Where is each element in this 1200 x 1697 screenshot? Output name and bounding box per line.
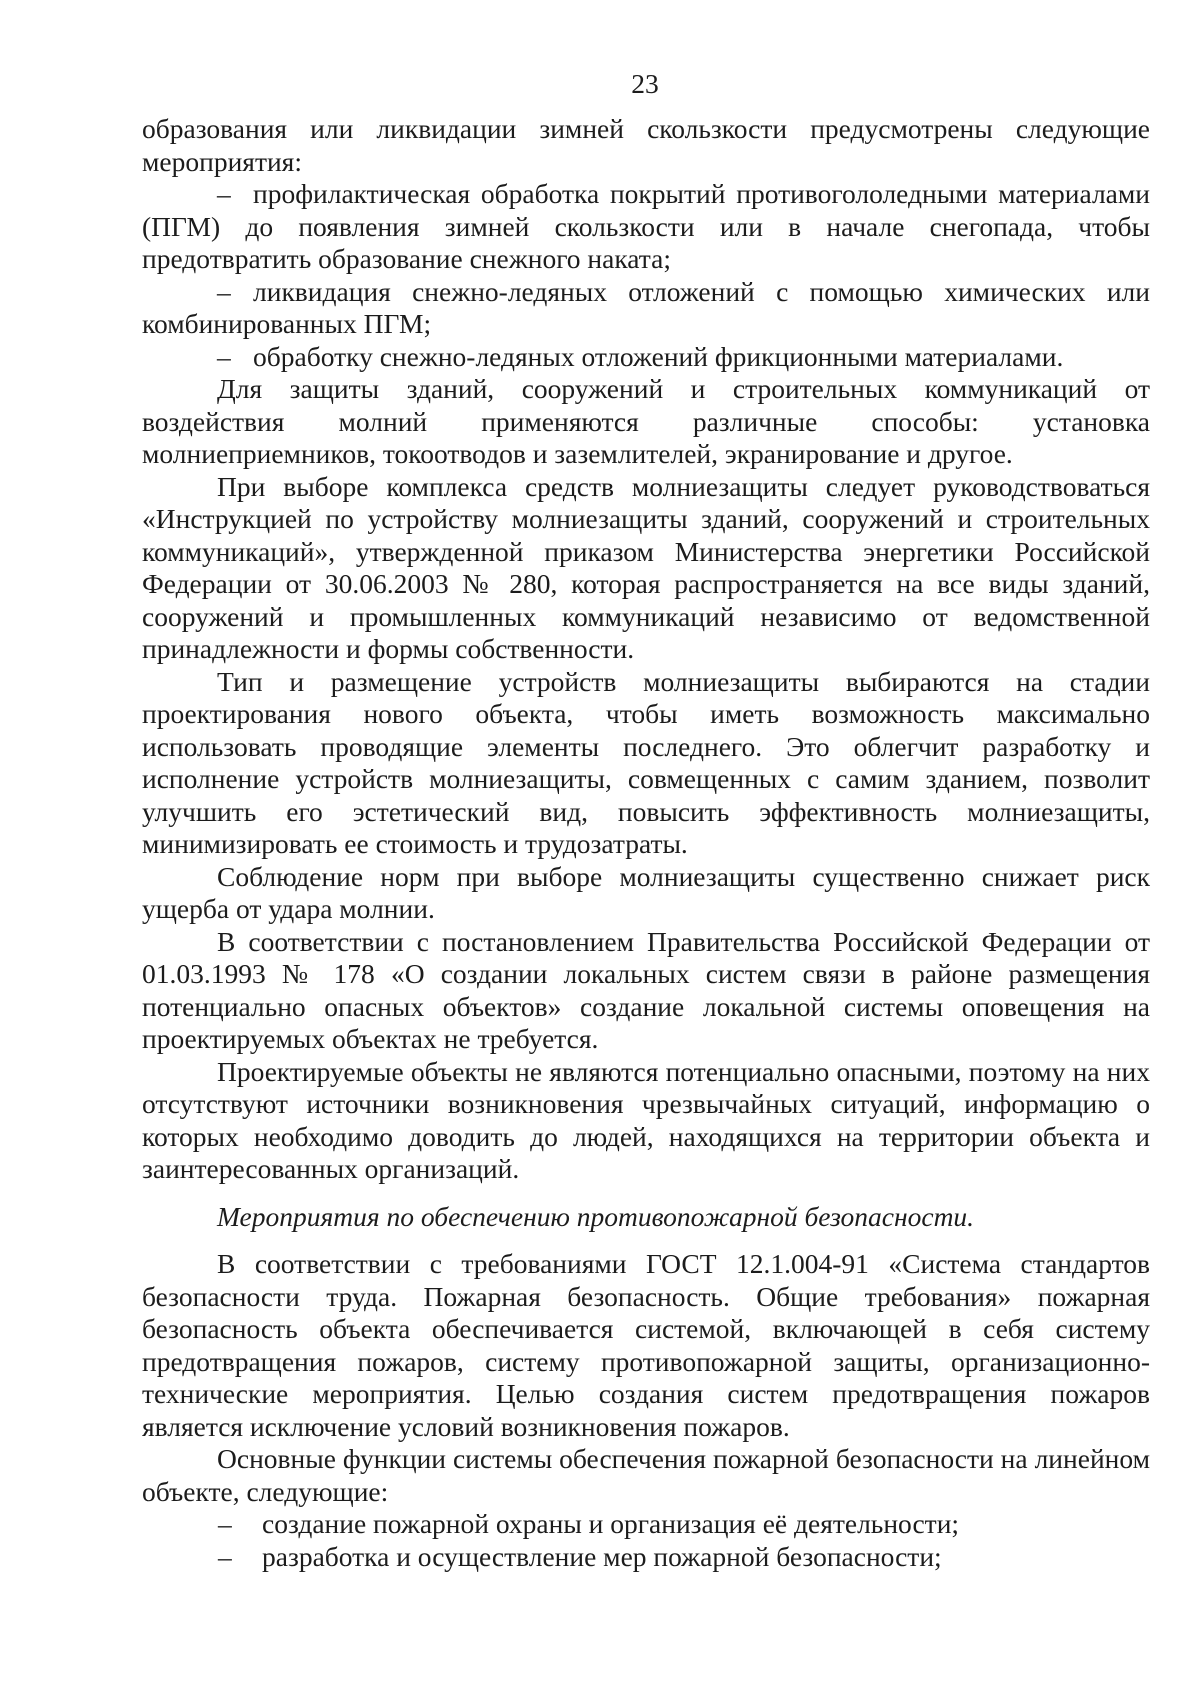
list-dash: – [218,1540,232,1572]
paragraph-lightning-norms: Соблюдение норм при выборе молниезащиты существенно снижает риск ущерба от удара молнии. [142,860,1150,924]
paragraph-fire-system-functions: Основные функции системы обеспечения пожарной безопасности на линейном объекте, следующие: [142,1443,1150,1507]
list-item-text: обработку снежно-ледяных отложений фрикционными материалами. [253,340,1064,372]
page-number: 23 [631,68,659,99]
paragraph-warning-system: В соответствии с постановлением Правительства Российской Федерации от 01.03.1993 № 178 «О создании локальных систем связи в районе размещения потенциально опасных объектов» создание локальной системы оповещения на проектируемых объектах не требуется. [142,925,1150,1054]
list-dash: – [217,178,231,209]
list-item-preventive-treatment [142,178,1150,276]
paragraph-winter-slipperiness-intro: образования или ликвидации зимней скользкости предусмотрены следующие мероприятия: [142,113,1150,177]
paragraph-lightning-methods: Для защиты зданий, сооружений и строительных коммуникаций от воздействия молний применяются различные способы: установка молниеприемников, токоотводов и заземлителей, экранирование и другое. [142,373,1150,469]
list-item-friction-materials [142,341,1150,374]
list-item-fire-measures [142,1541,1150,1574]
list-item-text: ликвидация снежно-ледяных отложений с помощью химических или комбинированных ПГМ; [142,275,1150,339]
paragraph-lightning-instruction: При выборе комплекса средств молниезащиты следует руководствоваться «Инструкцией по устройству молниезащиты зданий, сооружений и строительных коммуникаций», утвержденной приказом Министерства энергетики Российской Федерации от 30.06.2003 № 280, которая распространяется на все виды зданий, сооружений и промышленных коммуникаций независимо от ведомственной принадлежности и формы собственности. [142,470,1150,664]
paragraph-lightning-placement: Тип и размещение устройств молниезащиты выбираются на стадии проектирования нового объекта, чтобы иметь возможность максимально использовать проводящие элементы последнего. Это облегчит разработку и исполнение устройств молниезащиты, совмещенных с самим зданием, позволит улучшить его эстетический вид, повысить эффективность молниезащиты, минимизировать ее стоимость и трудозатраты. [142,665,1150,859]
document-body [142,113,1150,1573]
paragraph-not-hazardous: Проектируемые объекты не являются потенциально опасными, поэтому на них отсутствуют источники возникновения чрезвычайных ситуаций, информацию о которых необходимо доводить до людей, находящихся на территории объекта и заинтересованных организаций. [142,1055,1150,1184]
list-item-text: создание пожарной охраны и организация её деятельности; [262,1508,960,1539]
list-item-fire-brigade [142,1508,1150,1541]
list-item-text: профилактическая обработка покрытий противогололедными материалами (ПГМ) до появления зимней скользкости или в начале снегопада, чтобы предотвратить образование снежного наката; [142,178,1150,274]
list-item-text: разработка и осуществление мер пожарной безопасности; [262,1540,942,1572]
list-item-ice-removal [142,276,1150,341]
section-heading-fire-safety: Мероприятия по обеспечению противопожарной безопасности. [217,1200,975,1232]
list-dash: – [217,275,231,307]
list-dash: – [217,340,231,372]
paragraph-gost-fire-safety: В соответствии с требованиями ГОСТ 12.1.004-91 «Система стандартов безопасности труда. Пожарная безопасность. Общие требования» пожарная безопасность объекта обеспечивается системой, включающей в себя систему предотвращения пожаров, систему противопожарной защиты, организационно-технические мероприятия. Целью создания систем предотвращения пожаров является исключение условий возникновения пожаров. [142,1248,1150,1442]
list-dash: – [218,1508,232,1539]
